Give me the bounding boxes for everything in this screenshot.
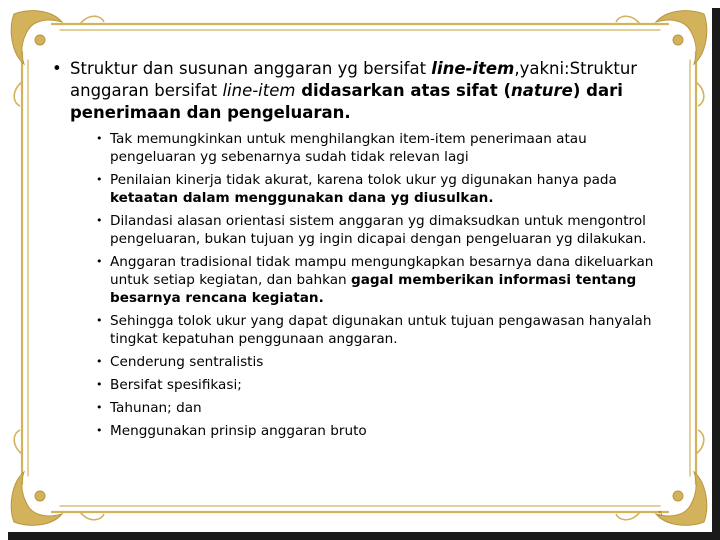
sub-bullet-item — [96, 171, 672, 207]
sub-bullet-marker: • — [96, 401, 103, 414]
sub-bullet-item — [96, 353, 672, 371]
sub-bullet-text: Bersifat spesifikasi; — [110, 377, 242, 393]
main-bullet-marker: • — [52, 59, 62, 78]
sub-bullet-marker: • — [96, 132, 103, 145]
sub-bullet-item — [96, 422, 672, 440]
main-text-bold: ) dari penerimaan dan pengeluaran. — [70, 81, 623, 122]
frame-shadow-bottom — [8, 532, 720, 540]
sub-bullet-text: Penilaian kinerja tidak akurat, karena tolok ukur yg digunakan hanya pada — [110, 172, 617, 188]
sub-bullet-text: Menggunakan prinsip anggaran bruto — [110, 423, 367, 439]
corner-dot-top-right — [673, 35, 683, 45]
sub-bullet-marker: • — [96, 424, 103, 437]
page-number: 5 — [658, 510, 663, 518]
sub-bullet-marker: • — [96, 378, 103, 391]
sub-bullet-text: Cenderung sentralistis — [110, 354, 264, 370]
main-text-bold: didasarkan atas sifat ( — [295, 81, 511, 100]
sub-bullet-text: Tahunan; dan — [110, 400, 202, 416]
main-bullet-point — [52, 58, 672, 124]
sub-bullet-text: Sehingga tolok ukur yang dapat digunakan untuk tujuan pengawasan hanyalah tingkat kepatuhan penggunaan anggaran. — [110, 313, 652, 347]
sub-bullet-list — [52, 130, 672, 440]
sub-bullet-marker: • — [96, 173, 103, 186]
corner-dot-bottom-left — [35, 491, 45, 501]
sub-bullet-item — [96, 130, 672, 166]
sub-bullet-text: Anggaran tradisional tidak mampu mengungkapkan besarnya dana dikeluarkan untuk setiap kegiatan, dan bahkan — [110, 254, 654, 288]
sub-bullet-item — [96, 312, 672, 348]
sub-bullet-item — [96, 376, 672, 394]
corner-dot-bottom-right — [673, 491, 683, 501]
slide-body — [52, 58, 672, 445]
sub-bullet-item — [96, 399, 672, 417]
main-text-emphasis: nature — [511, 81, 573, 100]
sub-bullet-text-bold: gagal memberikan informasi tentang besarnya rencana kegiatan. — [110, 272, 637, 306]
sub-bullet-item — [96, 212, 672, 248]
sub-bullet-marker: • — [96, 214, 103, 227]
main-text-emphasis: line-item — [431, 59, 515, 78]
corner-dot-top-left — [35, 35, 45, 45]
sub-bullet-item — [96, 253, 672, 307]
sub-bullet-marker: • — [96, 255, 103, 268]
main-text-part: Struktur dan susunan anggaran yg bersifat — [70, 59, 432, 78]
frame-shadow-right — [712, 8, 720, 540]
sub-bullet-text-bold: ketaatan dalam menggunakan dana yg diusulkan. — [110, 190, 494, 206]
sub-bullet-text: Tak memungkinkan untuk menghilangkan item-item penerimaan atau pengeluaran yg sebenarnya sudah tidak relevan lagi — [110, 131, 587, 165]
sub-bullet-marker: • — [96, 355, 103, 368]
main-text-emphasis: line-item — [222, 81, 296, 100]
sub-bullet-text: Dilandasi alasan orientasi sistem anggaran yg dimaksudkan untuk mengontrol pengeluaran, bukan tujuan yg ingin dicapai dengan pengeluaran yg dilakukan. — [110, 213, 647, 247]
main-text-part: ,yakni:Struktur anggaran bersifat — [70, 59, 638, 100]
sub-bullet-marker: • — [96, 314, 103, 327]
